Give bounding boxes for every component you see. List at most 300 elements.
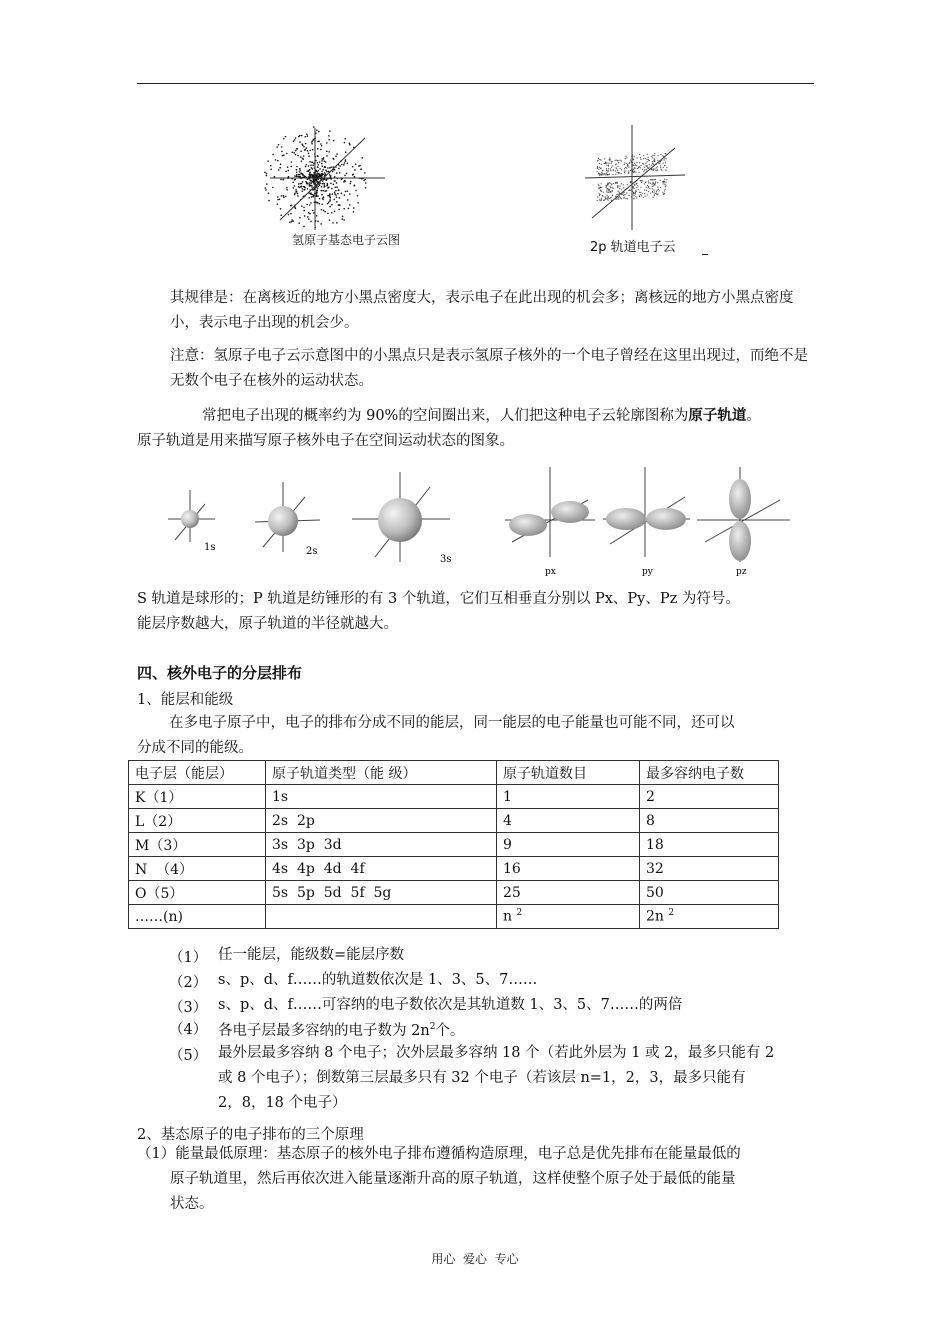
cloud-dot [615,160,616,161]
cloud-dot [307,135,309,137]
cloud-dot [344,142,346,144]
cloud-dot [272,187,274,189]
definition-paragraph [137,403,817,454]
cloud-dot [648,186,649,187]
note-paragraph [170,344,820,394]
cloud-dot [320,190,322,192]
cloud-dot [344,180,346,182]
cloud-dot [623,187,624,188]
cloud-dot [322,183,324,185]
cloud-dot [319,161,321,163]
cloud-dot [329,206,331,208]
cloud-dot [320,149,322,151]
cloud-dot [602,170,603,171]
cloud-dot [339,204,341,206]
cloud-dot [321,209,323,211]
cloud-dot [330,175,332,177]
cloud-dot [625,198,626,199]
cloud-dot [657,166,658,167]
section4-title: 四、核外电子的分层排布 [137,664,303,682]
cloud-dot [657,182,658,183]
cloud-dot [647,161,648,162]
cloud-dot [327,195,329,197]
cloud-dot [621,194,622,195]
section4-sub2-title: 2、基态原子的电子排布的三个原理 [137,1127,364,1143]
cloud-dot [610,191,611,192]
cloud-dot [321,203,323,205]
cloud-dot [608,174,609,175]
cloud-dot [633,192,634,193]
cloud-dot [328,151,330,153]
cloud-dot [324,172,326,174]
cloud-dot [617,187,618,188]
cloud-dot [302,157,304,159]
cloud-dot [639,166,640,167]
cloud-dot [660,161,661,162]
cloud-dot [279,167,281,169]
cloud-dot [316,155,318,157]
cloud-dot [660,180,661,181]
cloud-dot [332,171,334,173]
cloud-dot [332,222,334,224]
orbital-2s [255,482,320,557]
cloud-dot [281,151,283,153]
cloud-dot [624,162,625,163]
cloud-dot [303,207,305,209]
cloud-dot [635,190,636,191]
cloud-dot [635,171,636,172]
cloud-dot [323,190,325,192]
table-header-cell: 原子轨道类型（能 级） [266,761,497,785]
cloud-dot [331,204,333,206]
cloud-dot [599,199,600,200]
label-px: px [545,567,556,577]
note-text-part: 各电子层最多容纳的电子数为 2n [218,1022,430,1039]
cloud-dot [329,199,331,201]
cloud-dot [628,172,629,173]
cloud-dot [297,195,299,197]
cloud-dot [276,203,278,205]
cloud-dot [664,179,665,180]
cloud-dot [280,163,282,165]
cloud-dot [309,161,311,163]
cloud-dot [276,146,278,148]
cloud-dot [655,181,656,182]
cloud-dot [336,172,338,174]
cloud-dot [663,183,664,184]
cloud-dot [663,167,664,168]
cloud-dot [294,139,296,141]
cloud-dot [659,163,660,164]
cloud-dot [268,192,270,194]
cloud-dot [286,153,288,155]
cloud-dot [330,183,332,185]
cloud-dot [303,175,305,177]
cloud-dot [599,159,600,160]
note-text [218,1041,818,1116]
cloud-dot [329,130,331,132]
cloud-dot [656,191,657,192]
cloud-dot [308,197,310,199]
cloud-dot [652,186,653,187]
cloud-dot [266,173,268,175]
cloud-dot [650,179,651,180]
cloud-dot [611,161,612,162]
cloud-dot [610,168,611,169]
note-number: （4） [169,1022,208,1038]
cloud-dot [360,168,362,170]
cloud-dot [293,140,295,142]
cloud-dot [607,198,608,199]
cloud-dot [624,197,625,198]
cloud-dot [608,165,609,166]
cloud-dot [295,150,297,152]
cloud-dot [623,184,624,185]
cloud-dot [621,198,622,199]
cloud-dot [343,219,345,221]
cloud-dot [300,183,302,185]
cloud-dot [307,150,309,152]
cloud-dot [321,171,323,173]
cloud-dot [616,183,617,184]
cloud-dot [633,195,634,196]
cloud-dot [601,172,602,173]
cloud-dot [646,165,647,166]
p-orbital-cloud-caption: 2p 轨道电子云 [590,240,676,255]
cloud-dot [266,183,268,185]
table-cell: 50 [640,881,779,905]
table-cell: 9 [497,833,640,857]
definition-line1 [137,403,817,429]
cloud-dot [640,157,641,158]
cloud-dot [625,156,626,157]
cloud-dot [627,198,628,199]
cloud-dot [607,197,608,198]
cloud-dot [317,187,319,189]
cloud-dot [303,186,305,188]
cloud-dot [627,166,628,167]
cloud-dot [287,166,289,168]
cloud-dot [634,156,635,157]
cloud-dot [611,163,612,164]
cloud-dot [654,158,655,159]
cloud-dot [331,188,333,190]
cloud-dot [301,188,303,190]
cloud-dot [278,169,280,171]
cloud-dot [327,167,329,169]
cloud-dot [633,171,634,172]
cloud-dot [610,170,611,171]
cloud-dot [309,204,311,206]
cloud-dot [308,152,310,154]
orbital-pz [697,467,790,577]
cloud-dot [325,179,327,181]
label-2s: 2s [306,546,318,557]
cloud-dot [642,169,643,170]
cloud-dot [359,165,361,167]
cloud-dot [660,165,661,166]
cloud-dot [292,181,294,183]
cloud-dot [609,159,610,160]
cloud-dot [611,183,612,184]
cloud-dot [311,167,313,169]
cloud-dot [626,163,627,164]
cloud-dot [303,210,305,212]
cloud-dot [304,149,306,151]
cloud-dot [321,160,323,162]
cloud-dot [616,194,617,195]
cloud-dot [339,172,341,174]
cloud-dot [611,187,612,188]
cloud-dot [658,155,659,156]
cloud-dot [620,197,621,198]
cloud-dot [601,191,602,192]
cloud-dot [633,198,634,199]
cloud-dot [321,173,323,175]
table-row [129,881,779,905]
orbital-1s [168,490,216,553]
cloud-dot [646,187,647,188]
table-cell: 5s 5p 5d 5f 5g [266,881,497,905]
cloud-dot [303,226,305,228]
shape-line2: 能层序数越大，原子轨道的半径就越大。 [137,616,398,632]
two-n-symbol: 2n [646,908,664,925]
cloud-dot [650,193,651,194]
cloud-dot [346,173,348,175]
cloud-dot [317,220,319,222]
cloud-dot [278,144,280,146]
cloud-dot [610,192,611,193]
cloud-dot [603,192,604,193]
cloud-dot [656,167,657,168]
cloud-dot [322,199,324,201]
cloud-dot [665,170,666,171]
definition-line2: 原子轨道是用来描写原子核外电子在空间运动状态的图象。 [137,433,514,449]
cloud-dot [309,213,311,215]
atomic-orbital-term: 原子轨道 [688,407,747,424]
cloud-dot [292,187,294,189]
label-pz: pz [736,567,747,577]
definition-period: 。 [746,408,761,424]
cloud-dot [664,158,665,159]
cloud-dot [307,183,309,185]
cloud-dot [651,164,652,165]
cloud-dot [301,190,303,192]
cloud-dot [264,187,266,189]
cloud-dot [299,141,301,143]
cloud-dot [630,182,631,183]
cloud-dot [607,195,608,196]
shape-line1: S 轨道是球形的；P 轨道是纺锤形的有 3 个轨道，它们互相垂直分别以 Px、Py、Pz 为符号。 [137,591,740,607]
cloud-dot [600,168,601,169]
cloud-dot [597,167,598,168]
cloud-dot [610,197,611,198]
cloud-dot [635,164,636,165]
cloud-dot [294,175,296,177]
cloud-dot [612,165,613,166]
cloud-dot [317,202,319,204]
cloud-dot [323,182,325,184]
table-cell: O（5） [129,881,266,905]
cloud-dot [606,163,607,164]
cloud-dot [658,163,659,164]
cloud-dot [339,197,341,199]
cloud-dot [666,167,667,168]
cloud-dot [602,196,603,197]
cloud-dot [628,170,629,171]
cloud-dot [344,162,346,164]
table-row [129,785,779,809]
cloud-dot [296,166,298,168]
energy-level-table [128,760,779,929]
cloud-dot [287,170,289,172]
note-line: 最外层最多容纳 8 个电子；次外层最多容纳 18 个（若此外层为 1 或 2，最多只能有 2 [218,1045,775,1061]
cloud-dot [324,190,326,192]
cloud-dot [337,193,339,195]
cloud-dot [639,162,640,163]
cloud-dot [616,163,617,164]
cloud-dot [321,145,323,147]
cloud-dot [316,192,318,194]
cloud-dot [311,143,313,145]
cloud-dot [293,152,295,154]
cloud-dot [326,155,328,157]
cloud-dot [307,216,309,218]
cloud-dot [621,189,622,190]
cloud-dot [310,221,312,223]
cloud-dot [329,167,331,169]
cloud-dot [663,159,664,160]
cloud-dot [306,134,308,136]
cloud-dot [599,193,600,194]
cloud-dot [325,161,327,163]
cloud-dot [617,166,618,167]
cloud-dot [654,191,655,192]
cloud-dot [607,199,608,200]
cloud-dot [345,151,347,153]
cloud-dot [628,195,629,196]
cloud-dot [333,140,335,142]
cloud-dot [620,168,621,169]
cloud-dot [327,203,329,205]
cloud-dot [640,194,641,195]
cloud-dot [641,180,642,181]
cloud-dot [310,185,312,187]
cloud-dot [298,174,300,176]
cloud-dot [298,183,300,185]
cloud-dot [275,159,277,161]
cloud-dot [634,163,635,164]
cloud-dot [282,155,284,157]
cloud-dot [653,189,654,190]
cloud-dot [606,168,607,169]
cloud-dot [605,174,606,175]
cloud-dot [639,195,640,196]
cloud-dot [648,187,649,188]
cloud-dot [644,193,645,194]
cloud-dot [347,162,349,164]
cloud-dot [298,222,300,224]
cloud-dot [616,168,617,169]
cloud-dot [344,194,346,196]
cloud-dot [334,193,336,195]
cloud-dot [319,168,321,170]
cloud-dot [626,192,627,193]
cloud-dot [638,189,639,190]
cloud-dot [655,193,656,194]
cloud-dot [633,169,634,170]
cloud-dot [613,170,614,171]
cloud-dot [324,160,326,162]
cloud-dot [634,184,635,185]
cloud-dot [329,219,331,221]
cloud-dot [342,216,344,218]
cloud-dot [270,168,272,170]
note-number: （3） [169,1000,208,1016]
cloud-dot [323,186,325,188]
cloud-dot [640,192,641,193]
cloud-dot [301,135,303,137]
cloud-dot [344,175,346,177]
cloud-dot [607,184,608,185]
cloud-dot [296,169,298,171]
cloud-dot [660,167,661,168]
cloud-dot [639,192,640,193]
cloud-dot [651,156,652,157]
table-cell: 25 [497,881,640,905]
cloud-dot [661,169,662,170]
cloud-dot [649,188,650,189]
cloud-dot [664,190,665,191]
section4-intro-line2: 分成不同的能级。 [137,740,253,756]
cloud-dot [657,169,658,170]
cloud-dot [291,205,293,207]
cloud-dot [285,171,287,173]
cloud-dot [301,143,303,145]
cloud-dot [300,186,302,188]
cloud-dot [307,188,309,190]
cloud-dot [608,198,609,199]
cloud-dot [598,158,599,159]
cloud-dot [328,135,330,137]
cloud-dot [601,199,602,200]
cloud-dot [617,160,618,161]
rule-text: 其规律是：在离核近的地方小黑点密度大，表示电子在此出现的机会多；离核远的地方小黑点密度小，表示电子出现的机会少。 [170,290,794,331]
cloud-dot [279,198,281,200]
cloud-dot [295,137,297,139]
cloud-dot [319,203,321,205]
section4-intro-line1: 在多电子原子中，电子的排布分成不同的能层，同一能层的电子能量也可能不同，还可以 [169,715,735,731]
cloud-dot [665,153,666,154]
cloud-dot [647,194,648,195]
cloud-dot [354,185,356,187]
cloud-dot [643,163,644,164]
cloud-dot [305,164,307,166]
cloud-dot [306,147,308,149]
cloud-dot [604,199,605,200]
cloud-dot [302,181,304,183]
cloud-dot [327,187,329,189]
note-text-part: 个。 [435,1022,465,1039]
cloud-dot [619,160,620,161]
cloud-dot [640,159,641,160]
hydrogen-cloud-caption: 氢原子基态电子云图 [292,233,401,247]
cloud-dot [316,171,318,173]
orbital-shapes-figure [160,462,800,577]
cloud-dot [611,191,612,192]
cloud-dot [348,208,350,210]
table-cell: L（2） [129,809,266,833]
